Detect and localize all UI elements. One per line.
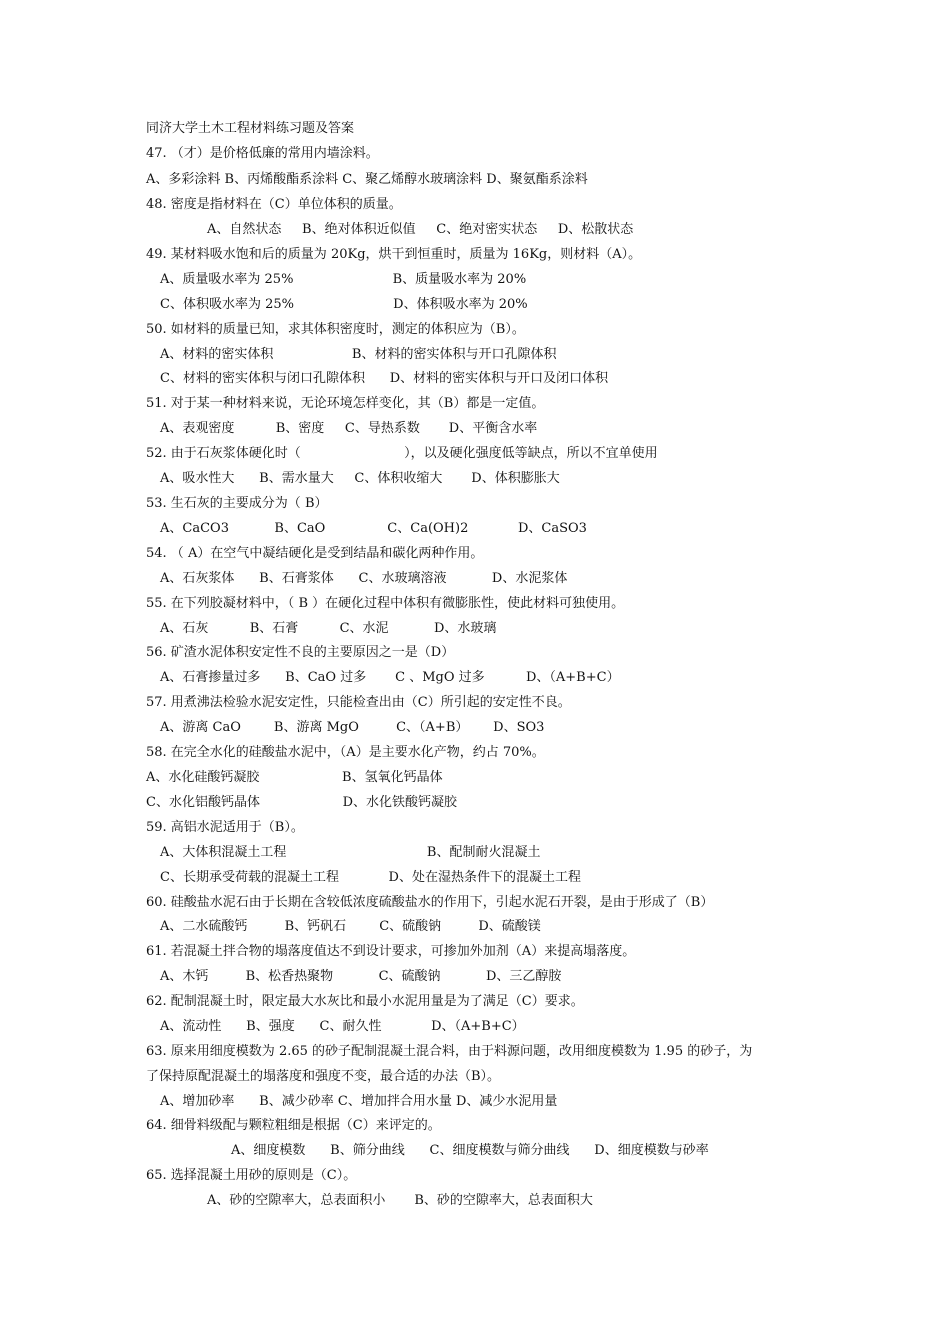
- text-line: 63. 原来用细度模数为 2.65 的砂子配制混凝土混合料，由于料源问题，改用细度模数为 1.95 的砂子，为: [146, 1044, 753, 1059]
- text-line: A、细度模数 B、筛分曲线 C、细度模数与筛分曲线 D、细度模数与砂率: [231, 1143, 709, 1158]
- text-line: 了保持原配混凝土的塌落度和强度不变，最合适的办法（B）。: [146, 1069, 501, 1084]
- text-line: A、水化硅酸钙凝胶 B、氢氧化钙晶体: [146, 770, 443, 785]
- text-line: A、游离 CaO B、游离 MgO C、（A+B） D、SO3: [160, 720, 545, 735]
- text-line: 65. 选择混凝土用砂的原则是（C）。: [146, 1168, 357, 1183]
- text-line: 56. 矿渣水泥体积安定性不良的主要原因之一是（D）: [146, 645, 455, 660]
- text-line: A、多彩涂料 B、丙烯酸酯系涂料 C、聚乙烯醇水玻璃涂料 D、聚氨酯系涂料: [146, 172, 588, 187]
- text-line: A、材料的密实体积 B、材料的密实体积与开口孔隙体积: [160, 347, 557, 362]
- text-line: A、流动性 B、强度 C、耐久性 D、（A+B+C）: [160, 1019, 525, 1034]
- text-line: C、长期承受荷载的混凝土工程 D、处在湿热条件下的混凝土工程: [160, 870, 581, 885]
- text-line: 49. 某材料吸水饱和后的质量为 20Kg，烘干到恒重时，质量为 16Kg，则材料（A）。: [146, 247, 642, 262]
- text-line: 64. 细骨料级配与颗粒粗细是根据（C）来评定的。: [146, 1118, 441, 1133]
- text-line: 57. 用煮沸法检验水泥安定性，只能检查出由（C）所引起的安定性不良。: [146, 695, 571, 710]
- text-line: 54. （ A）在空气中凝结硬化是受到结晶和碳化两种作用。: [146, 546, 484, 561]
- text-line: A、石膏掺量过多 B、CaO 过多 C 、MgO 过多 D、（A+B+C）: [160, 670, 620, 685]
- text-line: A、木钙 B、松香热聚物 C、硫酸钠 D、三乙醇胺: [160, 969, 562, 984]
- text-line: A、大体积混凝土工程 B、配制耐火混凝土: [160, 845, 541, 860]
- text-line: C、水化铝酸钙晶体 D、水化铁酸钙凝胶: [146, 795, 458, 810]
- text-line: A、质量吸水率为 25% B、质量吸水率为 20%: [160, 272, 527, 287]
- text-line: A、砂的空隙率大，总表面积小 B、砂的空隙率大，总表面积大: [207, 1193, 593, 1208]
- text-line: 58. 在完全水化的硅酸盐水泥中，（A）是主要水化产物，约占 70%。: [146, 745, 545, 760]
- text-line: C、体积吸水率为 25% D、体积吸水率为 20%: [160, 297, 528, 312]
- text-line: 53. 生石灰的主要成分为（ B）: [146, 496, 328, 511]
- text-line: A、CaCO3 B、CaO C、Ca(OH)2 D、CaSO3: [160, 521, 587, 536]
- text-line: A、吸水性大 B、需水量大 C、体积收缩大 D、体积膨胀大: [160, 471, 560, 486]
- text-line: 55. 在下列胶凝材料中，（ B ）在硬化过程中体积有微膨胀性，使此材料可独使用。: [146, 596, 625, 611]
- text-line: 59. 高铝水泥适用于（B）。: [146, 820, 304, 835]
- text-line: A、增加砂率 B、减少砂率 C、增加拌合用水量 D、减少水泥用量: [160, 1094, 558, 1109]
- text-line: A、表观密度 B、密度 C、导热系数 D、平衡含水率: [160, 421, 538, 436]
- text-line: A、自然状态 B、绝对体积近似值 C、绝对密实状态 D、松散状态: [207, 222, 634, 237]
- document-title: 同济大学土木工程材料练习题及答案: [146, 121, 355, 136]
- text-line: 52. 由于石灰浆体硬化时（ ），以及硬化强度低等缺点，所以不宜单使用: [146, 446, 658, 461]
- text-line: A、二水硫酸钙 B、钙矾石 C、硫酸钠 D、硫酸镁: [160, 919, 541, 934]
- text-line: A、石灰 B、石膏 C、水泥 D、水玻璃: [160, 621, 497, 636]
- text-line: 50. 如材料的质量已知，求其体积密度时，测定的体积应为（B）。: [146, 322, 525, 337]
- text-line: 47. （才）是价格低廉的常用内墙涂料。: [146, 146, 379, 161]
- text-line: 48. 密度是指材料在（C）单位体积的质量。: [146, 197, 402, 212]
- text-line: C、材料的密实体积与闭口孔隙体积 D、材料的密实体积与开口及闭口体积: [160, 371, 609, 386]
- text-line: 60. 硅酸盐水泥石由于长期在含较低浓度硫酸盐水的作用下，引起水泥石开裂，是由于形成了（B）: [146, 895, 714, 910]
- text-line: A、石灰浆体 B、石膏浆体 C、水玻璃溶液 D、水泥浆体: [160, 571, 568, 586]
- text-line: 61. 若混凝土拌合物的塌落度值达不到设计要求，可掺加外加剂（A）来提高塌落度。: [146, 944, 636, 959]
- text-line: 62. 配制混凝土时，限定最大水灰比和最小水泥用量是为了满足（C）要求。: [146, 994, 584, 1009]
- text-line: 51. 对于某一种材料来说，无论环境怎样变化，其（B）都是一定值。: [146, 396, 545, 411]
